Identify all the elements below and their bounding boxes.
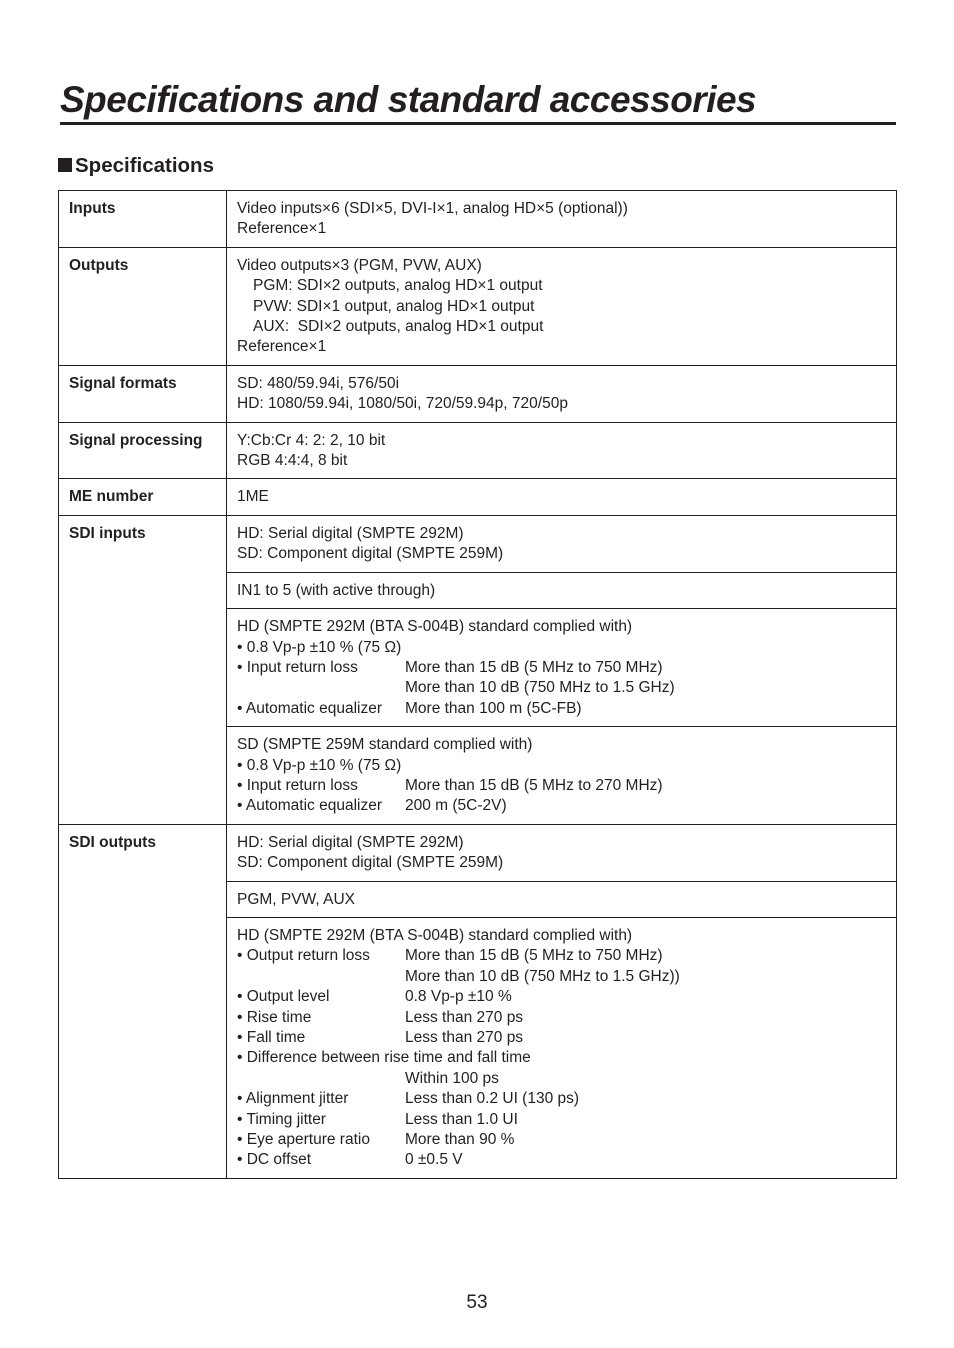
sdi-inputs-formats bbox=[227, 515, 897, 572]
table-row bbox=[59, 479, 897, 515]
sdi-inputs-sd bbox=[227, 727, 897, 825]
table-row bbox=[59, 247, 897, 365]
text-line: • Difference between rise time and fall time bbox=[237, 1049, 531, 1067]
spec-value: 0.8 Vp-p ±10 % bbox=[405, 988, 512, 1006]
spec-key: • Eye aperture ratio bbox=[237, 1131, 370, 1149]
spec-value: More than 15 dB (5 MHz to 270 MHz) bbox=[405, 776, 663, 794]
row-label-sdi-outputs: SDI outputs bbox=[59, 824, 227, 1178]
row-value-outputs bbox=[227, 247, 897, 365]
text-line: HD: Serial digital (SMPTE 292M) bbox=[237, 833, 464, 851]
text-line: Reference×1 bbox=[237, 338, 327, 356]
spec-item bbox=[237, 1130, 886, 1150]
text-line: RGB 4:4:4, 8 bit bbox=[237, 452, 348, 470]
spec-key: • Input return loss bbox=[237, 776, 358, 794]
text-line: Y:Cb:Cr 4: 2: 2, 10 bit bbox=[237, 431, 386, 449]
spec-item bbox=[237, 1150, 886, 1170]
table-row bbox=[59, 365, 897, 422]
table-row bbox=[59, 515, 897, 572]
text-line: AUX: SDI×2 outputs, analog HD×1 output bbox=[253, 318, 544, 336]
spec-key: • Timing jitter bbox=[237, 1110, 326, 1128]
spec-value: Less than 1.0 UI bbox=[405, 1110, 518, 1128]
spec-item bbox=[237, 1110, 886, 1130]
text-line: • 0.8 Vp-p ±10 % (75 Ω) bbox=[237, 756, 402, 774]
row-label-me-number: ME number bbox=[59, 479, 227, 515]
row-label-inputs: Inputs bbox=[59, 191, 227, 248]
row-value-me-number bbox=[227, 479, 897, 515]
row-value-inputs bbox=[227, 191, 897, 248]
row-label-sdi-inputs: SDI inputs bbox=[59, 515, 227, 824]
sdi-inputs-hd bbox=[227, 609, 897, 727]
spec-key bbox=[237, 967, 405, 987]
page-number: 53 bbox=[466, 1292, 488, 1313]
text-line: HD: 1080/59.94i, 1080/50i, 720/59.94p, 720/50p bbox=[237, 395, 568, 413]
spec-item bbox=[237, 946, 886, 966]
spec-item bbox=[237, 776, 886, 796]
spec-item bbox=[237, 987, 886, 1007]
text-line: PGM, PVW, AUX bbox=[237, 890, 355, 908]
text-line: PVW: SDI×1 output, analog HD×1 output bbox=[253, 297, 535, 315]
text-line: PGM: SDI×2 outputs, analog HD×1 output bbox=[253, 277, 543, 295]
section-heading-text: Specifications bbox=[75, 154, 214, 177]
text-line: HD (SMPTE 292M (BTA S-004B) standard complied with) bbox=[237, 618, 633, 636]
spec-value: 200 m (5C-2V) bbox=[405, 797, 507, 815]
sdi-outputs-formats bbox=[227, 824, 897, 881]
spec-value: Less than 270 ps bbox=[405, 1008, 524, 1026]
square-bullet-icon bbox=[58, 158, 72, 172]
page-title: Specifications and standard accessories bbox=[60, 78, 896, 125]
spec-value: More than 100 m (5C-FB) bbox=[405, 699, 582, 717]
row-value-signal-formats bbox=[227, 365, 897, 422]
spec-key bbox=[237, 1069, 405, 1089]
text-line: HD: Serial digital (SMPTE 292M) bbox=[237, 524, 464, 542]
spec-key: • Fall time bbox=[237, 1029, 306, 1046]
row-label-signal-formats: Signal formats bbox=[59, 365, 227, 422]
spec-value: Within 100 ps bbox=[405, 1069, 499, 1087]
specifications-table bbox=[58, 190, 897, 1179]
spec-item bbox=[237, 967, 886, 987]
text-line: Reference×1 bbox=[237, 220, 327, 238]
text-line: • 0.8 Vp-p ±10 % (75 Ω) bbox=[237, 638, 402, 656]
spec-value: More than 90 % bbox=[405, 1131, 515, 1149]
spec-value: More than 15 dB (5 MHz to 750 MHz) bbox=[405, 658, 663, 676]
text-line: IN1 to 5 (with active through) bbox=[237, 581, 436, 599]
spec-key: • Output return loss bbox=[237, 947, 370, 965]
sdi-inputs-connectors bbox=[227, 572, 897, 608]
row-label-outputs: Outputs bbox=[59, 247, 227, 365]
spec-value: More than 10 dB (750 MHz to 1.5 GHz) bbox=[405, 679, 675, 697]
text-line: Video outputs×3 (PGM, PVW, AUX) bbox=[237, 256, 482, 274]
spec-item bbox=[237, 658, 886, 678]
spec-value: Less than 270 ps bbox=[405, 1029, 524, 1046]
spec-key: • Alignment jitter bbox=[237, 1090, 349, 1108]
spec-value: More than 15 dB (5 MHz to 750 MHz) bbox=[405, 947, 663, 965]
spec-item bbox=[237, 796, 886, 816]
text-line: HD (SMPTE 292M (BTA S-004B) standard complied with) bbox=[237, 926, 633, 944]
spec-value: 0 ±0.5 V bbox=[405, 1151, 463, 1169]
table-row bbox=[59, 824, 897, 881]
spec-item bbox=[237, 1069, 886, 1089]
text-line: Video inputs×6 (SDI×5, DVI-I×1, analog HD×5 (optional)) bbox=[237, 200, 628, 217]
spec-key: • DC offset bbox=[237, 1151, 312, 1169]
section-heading bbox=[58, 154, 214, 178]
spec-key bbox=[237, 678, 405, 698]
row-value-signal-processing bbox=[227, 422, 897, 479]
spec-key: • Output level bbox=[237, 988, 330, 1006]
text-line: SD: Component digital (SMPTE 259M) bbox=[237, 545, 504, 563]
spec-key: • Automatic equalizer bbox=[237, 699, 383, 717]
spec-item bbox=[237, 1089, 886, 1109]
row-label-signal-processing: Signal processing bbox=[59, 422, 227, 479]
spec-key: • Input return loss bbox=[237, 658, 358, 676]
spec-value: More than 10 dB (750 MHz to 1.5 GHz)) bbox=[405, 967, 680, 985]
text-line: 1ME bbox=[237, 488, 269, 506]
spec-item bbox=[237, 1008, 886, 1028]
table-row bbox=[59, 191, 897, 248]
text-line: SD: Component digital (SMPTE 259M) bbox=[237, 854, 504, 872]
spec-key: • Rise time bbox=[237, 1008, 312, 1026]
text-line: SD (SMPTE 259M standard complied with) bbox=[237, 736, 533, 754]
sdi-outputs-hd bbox=[227, 917, 897, 1178]
spec-key: • Automatic equalizer bbox=[237, 797, 383, 815]
sdi-outputs-connectors bbox=[227, 881, 897, 917]
spec-item bbox=[237, 1028, 886, 1048]
spec-item bbox=[237, 699, 886, 719]
spec-item bbox=[237, 678, 886, 698]
text-line: SD: 480/59.94i, 576/50i bbox=[237, 374, 400, 392]
table-row bbox=[59, 422, 897, 479]
spec-value: Less than 0.2 UI (130 ps) bbox=[405, 1090, 580, 1108]
